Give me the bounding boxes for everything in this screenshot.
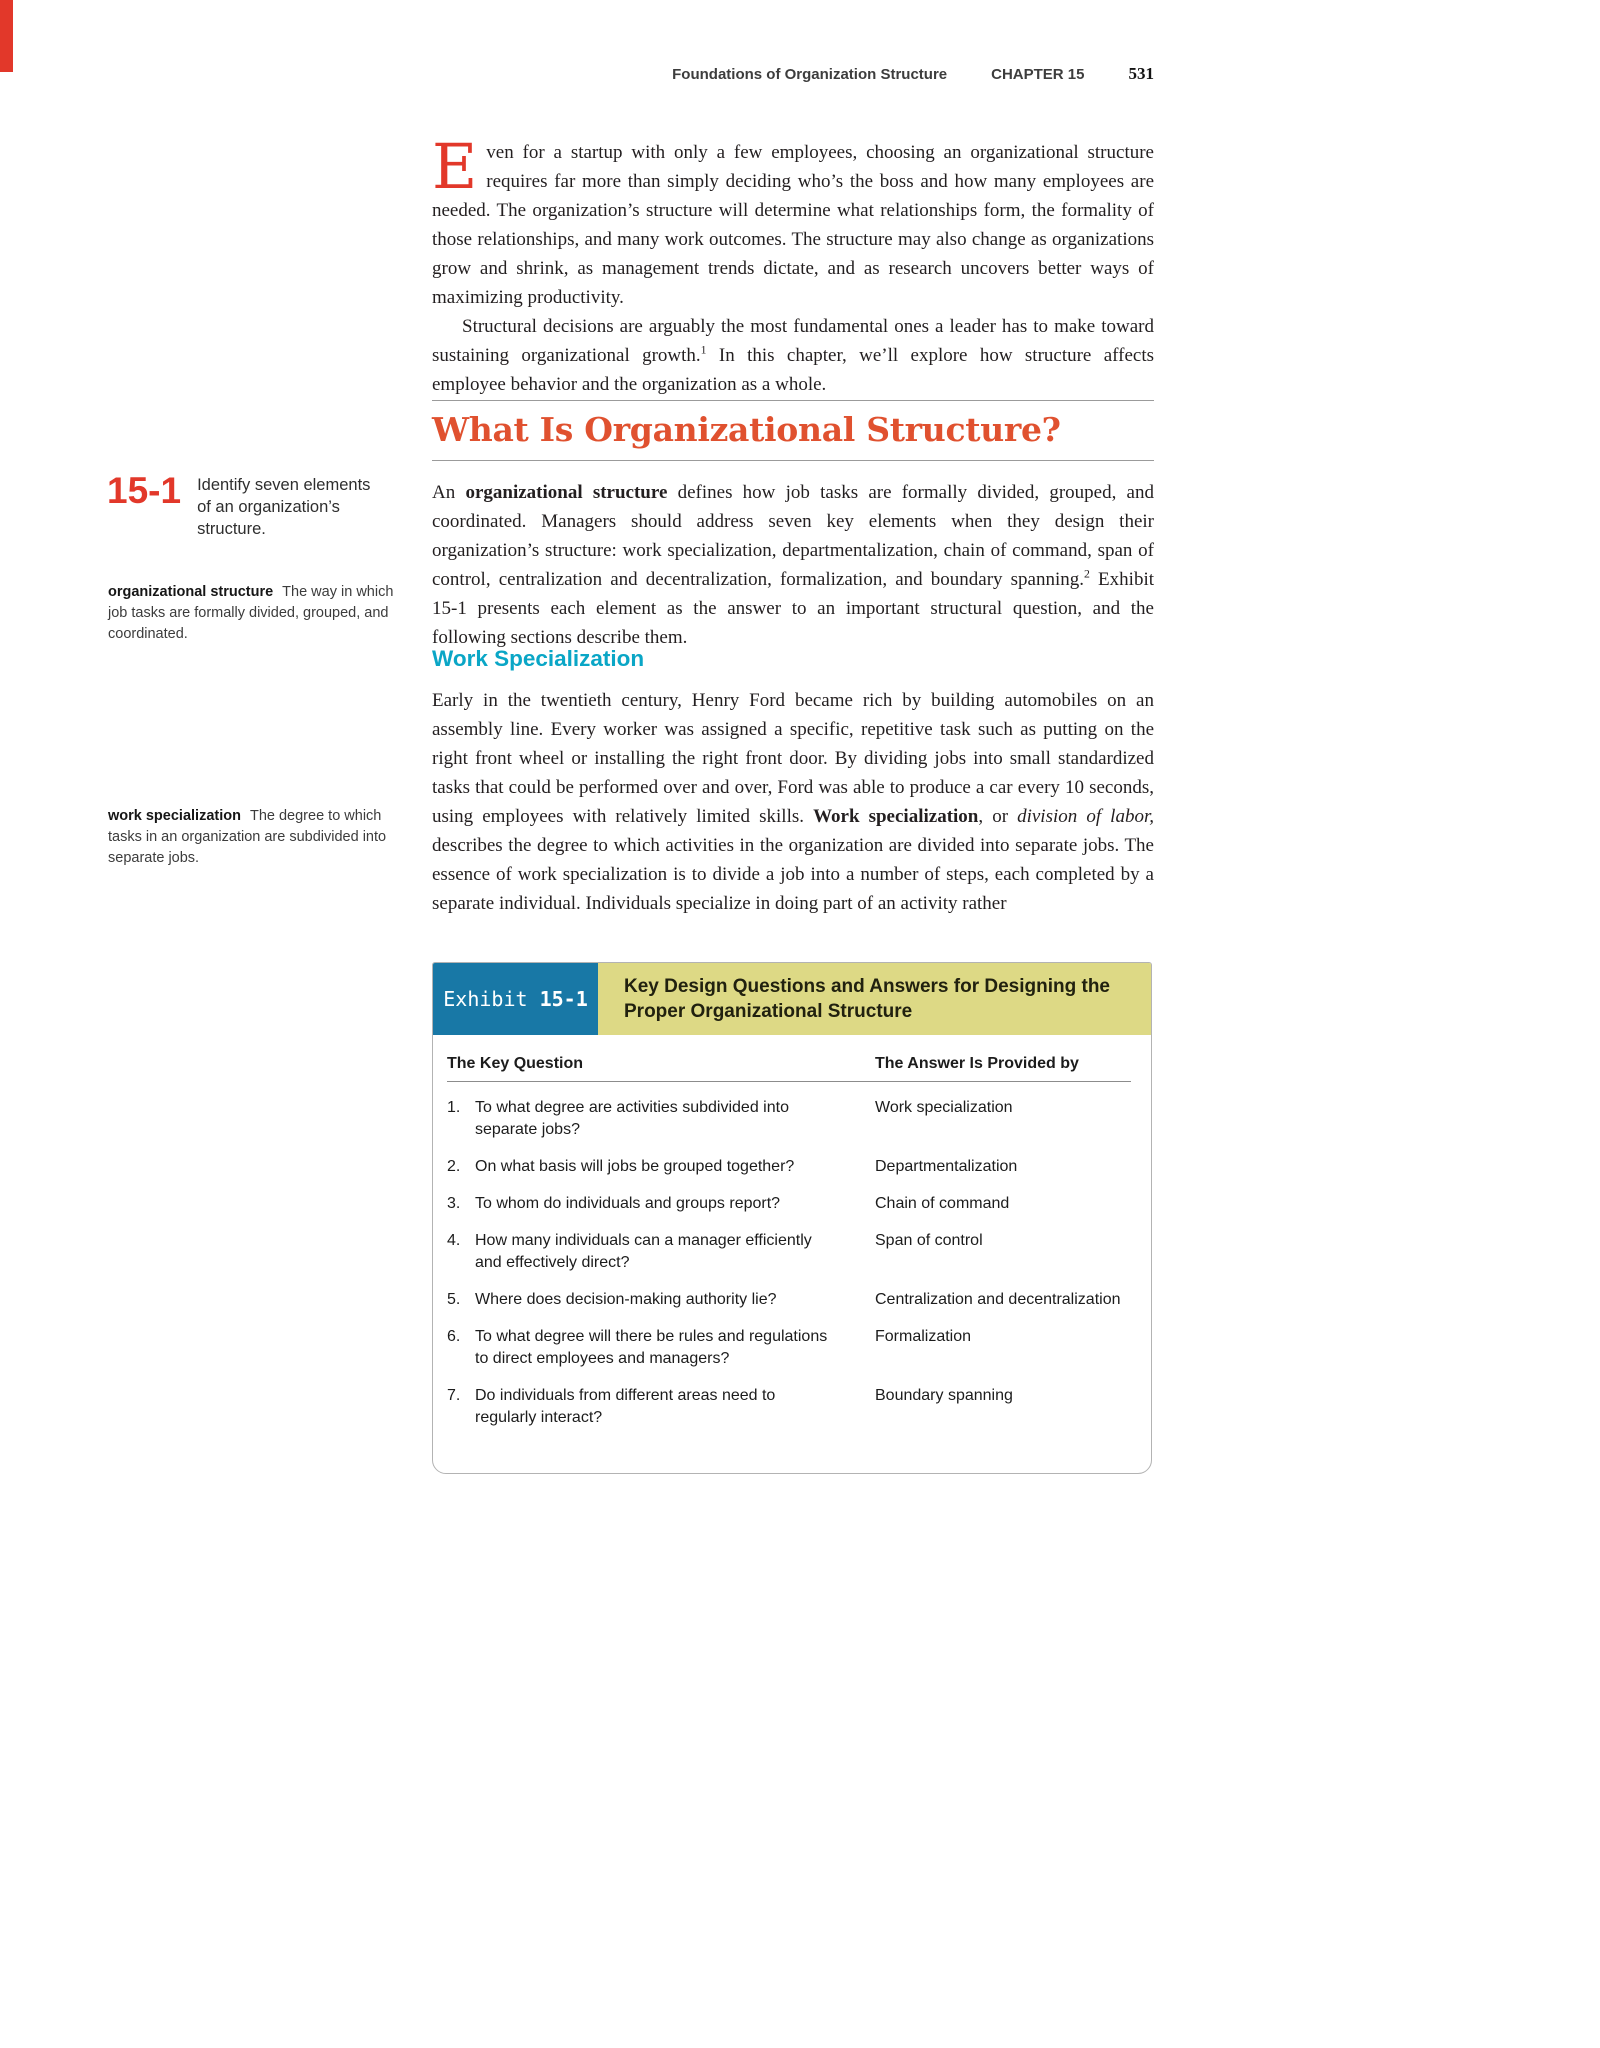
definition-term: work specialization [108,808,241,824]
exhibit-row [447,1193,1131,1215]
exhibit-row [447,1385,1131,1429]
exhibit-table [433,1035,1151,1473]
row-question: On what basis will jobs be grouped together? [475,1158,795,1175]
row-question: To whom do individuals and groups report? [475,1195,781,1212]
exhibit-row [447,1289,1131,1311]
intro-paragraph-1-text: ven for a startup with only a few employees, choosing an organizational structure requires far more than simply deciding who’s the boss and how many employees are needed. The organization’s structure will determine what relationships form, the formality of those relationships, and many work outcomes. The structure may also change as organizations grow and shrink, as management trends dictate, and as research uncovers better ways of maximizing productivity. [432,142,1154,308]
definition-text: The degree to which tasks in an organization are subdivided into separate jobs. [108,808,387,866]
exhibit-label [433,963,598,1035]
exhibit-table-header [447,1055,1131,1082]
running-header [432,64,1154,84]
row-number: 7. [447,1387,461,1404]
work-specialization-body [432,686,1154,918]
row-answer: Work specialization [875,1099,1013,1116]
row-answer: Chain of command [875,1195,1010,1212]
section-paragraph-1: An organizational structure defines how job tasks are formally divided, grouped, and coordinated. Managers should address seven key elements when they design their organization’s structure: work specialization, departmentalization, chain of command, span of control, centralization and decentralization, formalization, and boundary spanning.$^2$ Exhibit 15-1 presents each element as the answer to an important structural question, and the following sections describe them. [432,482,1154,648]
row-question: Where does decision-making authority lie? [475,1291,777,1308]
page-corner-mark [0,0,13,72]
exhibit-row [447,1230,1131,1274]
intro-paragraph-2: Structural decisions are arguably the most fundamental ones a leader has to make toward sustaining organizational growth.$^1$ In this chapter, we’ll explore how structure affects employee behavior and the organization as a whole. [432,316,1154,395]
section-heading-block [432,400,1154,461]
row-number: 4. [447,1232,461,1249]
row-number: 3. [447,1195,461,1212]
learning-objective-number: 15-1 [107,470,182,511]
row-answer: Departmentalization [875,1158,1018,1175]
exhibit-label-word: Exhibit [443,987,528,1011]
learning-objective [107,470,413,540]
exhibit-title: Key Design Questions and Answers for Designing the Proper Organizational Structure [598,963,1151,1035]
page-number: 531 [1128,64,1154,83]
column-header-question: The Key Question [447,1055,584,1072]
intro-section [432,130,1154,399]
work-specialization-heading: Work Specialization [432,646,645,671]
heading-rule-bottom [432,460,1154,461]
column-header-answer: The Answer Is Provided by [875,1055,1079,1072]
row-number: 6. [447,1328,461,1345]
exhibit-row [447,1097,1131,1141]
margin-definition-organizational-structure [108,582,400,645]
subheading-block [432,646,1154,672]
row-number: 1. [447,1099,461,1116]
definition-text: The way in which job tasks are formally divided, grouped, and coordinated. [108,584,394,642]
row-question: How many individuals can a manager efficiently and effectively direct? [475,1232,812,1271]
row-number: 2. [447,1158,461,1175]
row-answer: Centralization and decentralization [875,1291,1121,1308]
section-body [432,478,1154,652]
row-answer: Formalization [875,1328,972,1345]
heading-rule-top [432,400,1154,401]
definition-term: organizational structure [108,584,274,600]
exhibit-row [447,1156,1131,1178]
exhibit-15-1 [432,962,1152,1474]
row-number: 5. [447,1291,461,1308]
work-specialization-paragraph-1: Early in the twentieth century, Henry Ford became rich by building automobiles on an assembly line. Every worker was assigned a specific, repetitive task such as putting on the right front wheel or installing the right front door. By dividing jobs into small standardized tasks that could be performed over and over, Ford was able to produce a car every 10 seconds, using employees with relatively limited skills. Work specialization, or division of labor, describes the degree to which activities in the organization are divided into separate jobs. The essence of work specialization is to divide a job into a number of steps, each completed by a separate individual. Individuals specialize in doing part of an activity rather [432,690,1154,914]
exhibit-row [447,1326,1131,1370]
exhibit-header [433,963,1151,1035]
learning-objective-text: Identify seven elements of an organization’s structure. [197,476,371,538]
row-question: To what degree will there be rules and regulations to direct employees and managers? [475,1328,828,1367]
chapter-label: CHAPTER 15 [991,66,1085,83]
row-question: Do individuals from different areas need to regularly interact? [475,1387,776,1426]
row-answer: Boundary spanning [875,1387,1013,1404]
drop-cap: E [432,130,478,203]
row-question: To what degree are activities subdivided into separate jobs? [475,1099,789,1138]
row-answer: Span of control [875,1232,983,1249]
section-heading: What Is Organizational Structure? [432,410,1061,449]
intro-paragraph-1 [432,130,1154,312]
margin-definition-work-specialization [108,806,400,869]
exhibit-label-number: 15-1 [539,987,588,1011]
running-title: Foundations of Organization Structure [672,66,948,83]
